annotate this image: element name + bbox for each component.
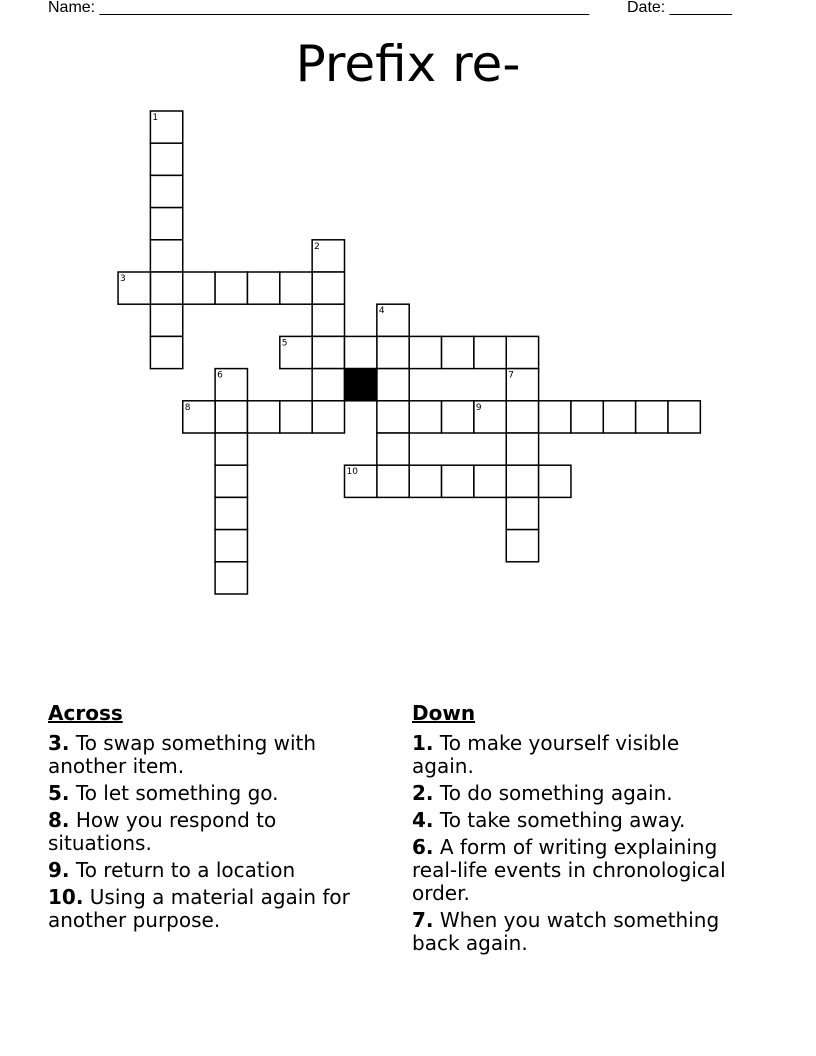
clue-number: 5.	[48, 781, 70, 805]
crossword-cell[interactable]	[377, 433, 409, 465]
clue-text: To take something away.	[439, 808, 686, 832]
clue-text: To let something go.	[75, 781, 279, 805]
crossword-cell[interactable]	[506, 497, 538, 529]
cell-number: 10	[346, 467, 358, 478]
crossword-cell[interactable]	[215, 401, 247, 433]
page-title: Prefix re-	[295, 35, 521, 93]
clue-text: A form of writing explaining real-life events in chronological order.	[412, 835, 726, 905]
crossword-cell[interactable]	[474, 465, 506, 497]
down-clue	[412, 909, 742, 955]
crossword-cell[interactable]	[409, 465, 441, 497]
cell-number: 9	[475, 402, 482, 413]
crossword-cell[interactable]	[215, 433, 247, 465]
crossword-cell[interactable]	[377, 465, 409, 497]
crossword-cell[interactable]	[636, 401, 668, 433]
cell-number: 2	[314, 241, 320, 252]
clue-number: 9.	[48, 858, 70, 882]
across-clue	[48, 732, 378, 778]
clue-number: 10.	[48, 885, 84, 909]
crossword-cell[interactable]	[442, 465, 474, 497]
crossword-cell[interactable]	[247, 401, 279, 433]
across-clue	[48, 809, 378, 855]
cell-number: 3	[120, 274, 126, 284]
cell-number: 7	[508, 370, 514, 381]
cell-number: 5	[281, 338, 288, 349]
crossword-cell[interactable]	[506, 336, 538, 368]
cell-number: 8	[184, 402, 191, 413]
crossword-cell[interactable]	[215, 497, 247, 529]
clue-number: 2.	[412, 781, 434, 805]
crossword-cell[interactable]	[183, 272, 215, 304]
crossword-cell[interactable]	[442, 401, 474, 433]
crossword-cell[interactable]	[150, 208, 182, 240]
crossword-cell[interactable]	[409, 401, 441, 433]
crossword-cell[interactable]	[150, 175, 182, 207]
across-clue	[48, 782, 378, 805]
clue-number: 1.	[412, 731, 434, 755]
clue-text: To swap something with another item.	[48, 731, 317, 778]
clue-number: 3.	[48, 731, 70, 755]
crossword-cell[interactable]	[377, 401, 409, 433]
clue-number: 6.	[412, 835, 434, 859]
clue-number: 7.	[412, 908, 434, 932]
across-clues	[48, 702, 378, 936]
crossword-black-cell	[345, 369, 377, 401]
down-clue	[412, 782, 742, 805]
clue-text: To do something again.	[439, 781, 673, 805]
clue-number: 8.	[48, 808, 70, 832]
crossword-cell[interactable]	[345, 336, 377, 368]
down-clue	[412, 732, 742, 778]
clue-text: To make yourself visible again.	[412, 731, 680, 778]
crossword-cell[interactable]	[571, 401, 603, 433]
crossword-cell[interactable]	[603, 401, 635, 433]
crossword-cell[interactable]	[215, 562, 247, 594]
crossword-cell[interactable]	[539, 465, 571, 497]
crossword-cell[interactable]	[506, 465, 538, 497]
cell-number: 1	[152, 113, 159, 123]
cell-number: 6	[217, 370, 223, 381]
down-clue	[412, 809, 742, 832]
down-clue	[412, 836, 742, 905]
crossword-cell[interactable]	[215, 465, 247, 497]
crossword-cell[interactable]	[442, 336, 474, 368]
crossword-cell[interactable]	[150, 304, 182, 336]
crossword-cell[interactable]	[409, 336, 441, 368]
date-field-label[interactable]: Date: _______	[627, 0, 732, 16]
across-heading: Across	[48, 701, 123, 725]
crossword-cell[interactable]	[312, 369, 344, 401]
crossword-cell[interactable]	[280, 401, 312, 433]
clue-text: Using a material again for another purpose.	[48, 885, 350, 932]
clue-text: To return to a location	[75, 858, 296, 882]
crossword-cell[interactable]	[312, 272, 344, 304]
down-heading: Down	[412, 701, 476, 725]
crossword-cell[interactable]	[312, 336, 344, 368]
crossword-cell[interactable]	[474, 336, 506, 368]
crossword-cell[interactable]	[215, 530, 247, 562]
crossword-cell[interactable]	[539, 401, 571, 433]
crossword-cell[interactable]	[377, 369, 409, 401]
down-clues	[412, 702, 742, 959]
crossword-cell[interactable]	[312, 304, 344, 336]
crossword-cell[interactable]	[668, 401, 700, 433]
crossword-cell[interactable]	[215, 272, 247, 304]
clue-text: When you watch something back again.	[412, 908, 720, 955]
crossword-cell[interactable]	[150, 272, 182, 304]
clue-number: 4.	[412, 808, 434, 832]
clue-text: How you respond to situations.	[48, 808, 277, 855]
across-clue	[48, 859, 378, 882]
crossword-cell[interactable]	[506, 433, 538, 465]
crossword-cell[interactable]	[377, 336, 409, 368]
crossword-cell[interactable]	[506, 401, 538, 433]
crossword-cell[interactable]	[150, 143, 182, 175]
crossword-cell[interactable]	[506, 530, 538, 562]
crossword-cell[interactable]	[247, 272, 279, 304]
across-clue	[48, 886, 378, 932]
crossword-cell[interactable]	[150, 336, 182, 368]
cell-number: 4	[378, 306, 385, 317]
crossword-cell[interactable]	[312, 401, 344, 433]
crossword-cell[interactable]	[150, 240, 182, 272]
crossword-cell[interactable]	[280, 272, 312, 304]
name-field-label[interactable]: Name: _______________________________________________________	[48, 0, 589, 16]
